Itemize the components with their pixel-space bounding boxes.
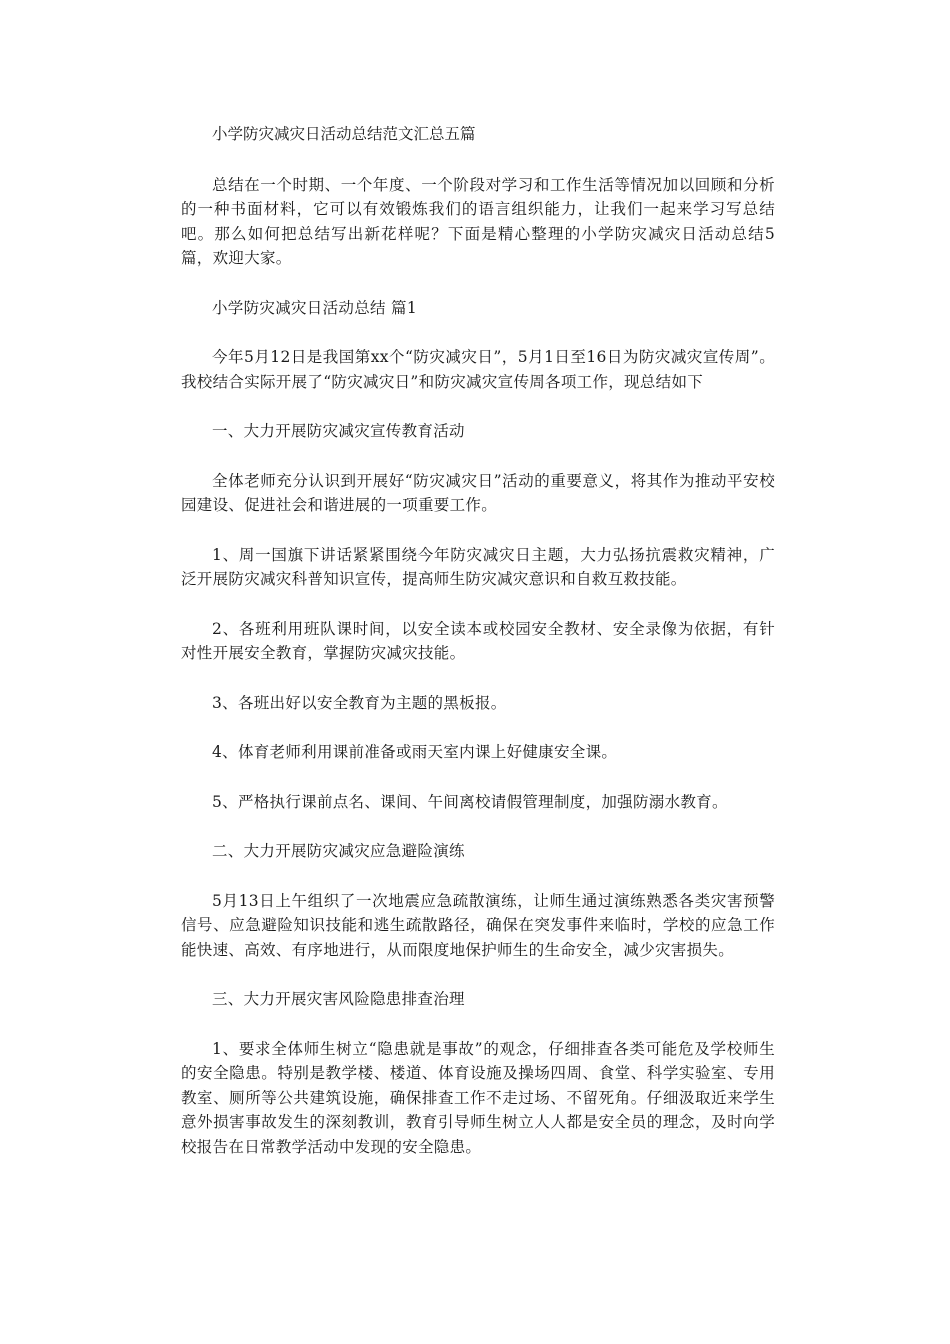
- list-item: 3、各班出好以安全教育为主题的黑板报。: [212, 693, 507, 712]
- list-item: 1、要求全体师生树立“隐患就是事故”的观念，仔细排查各类可能危及学校师生的安全隐患。特别是教学楼、楼道、体育设施及操场四周、食堂、科学实验室、专用教室、厕所等公共建筑设施，确保排查工作不走过场、不留死角。仔细汲取近来学生意外损害事故发生的深刻教训，教育引导师生树立人人都是安全员的理念，及时向学校报告在日常教学活动中发现的安全隐患。: [181, 1039, 775, 1156]
- subsection-heading-2: 二、大力开展防灾减灾应急避险演练: [212, 842, 465, 860]
- subsection-heading-3: 三、大力开展灾害风险隐患排查治理: [212, 990, 465, 1008]
- body-paragraph: 今年5月12日是我国第xx个“防灾减灾日”，5月1日至16日为防灾减灾宣传周”。我校结合实际开展了“防灾减灾日”和防灾减灾宣传周各项工作，现总结如下: [181, 348, 775, 391]
- document-title: 小学防灾减灾日活动总结范文汇总五篇: [212, 125, 476, 143]
- list-item: 1、周一国旗下讲话紧紧围绕今年防灾减灾日主题，大力弘扬抗震救灾精神，广泛开展防灾减灾科普知识宣传，提高师生防灾减灾意识和自救互救技能。: [181, 545, 775, 588]
- subsection-heading-1: 一、大力开展防灾减灾宣传教育活动: [212, 422, 465, 440]
- list-item: 2、各班利用班队课时间，以安全读本或校园安全教材、安全录像为依据，有针对性开展安全教育，掌握防灾减灾技能。: [181, 619, 775, 662]
- list-item: 4、体育老师利用课前准备或雨天室内课上好健康安全课。: [212, 743, 618, 761]
- section-heading-part-1: 小学防灾减灾日活动总结 篇1: [212, 298, 417, 317]
- body-paragraph: 全体老师充分认识到开展好“防灾减灾日”活动的重要意义，将其作为推动平安校园建设、促进社会和谐进展的一项重要工作。: [181, 471, 775, 514]
- document-body: [181, 122, 775, 1159]
- list-item: 5、严格执行课前点名、课间、午间离校请假管理制度，加强防溺水教育。: [212, 792, 728, 811]
- body-paragraph: 5月13日上午组织了一次地震应急疏散演练，让师生通过演练熟悉各类灾害预警信号、应急避险知识技能和逃生疏散路径，确保在突发事件来临时，学校的应急工作能快速、高效、有序地进行，从而限度地保护师生的生命安全，减少灾害损失。: [181, 891, 775, 959]
- intro-paragraph: 总结在一个时期、一个年度、一个阶段对学习和工作生活等情况加以回顾和分析的一种书面材料，它可以有效锻炼我们的语言组织能力，让我们一起来学习写总结吧。那么如何把总结写出新花样呢？下面是精心整理的小学防灾减灾日活动总结5篇，欢迎大家。: [181, 175, 775, 267]
